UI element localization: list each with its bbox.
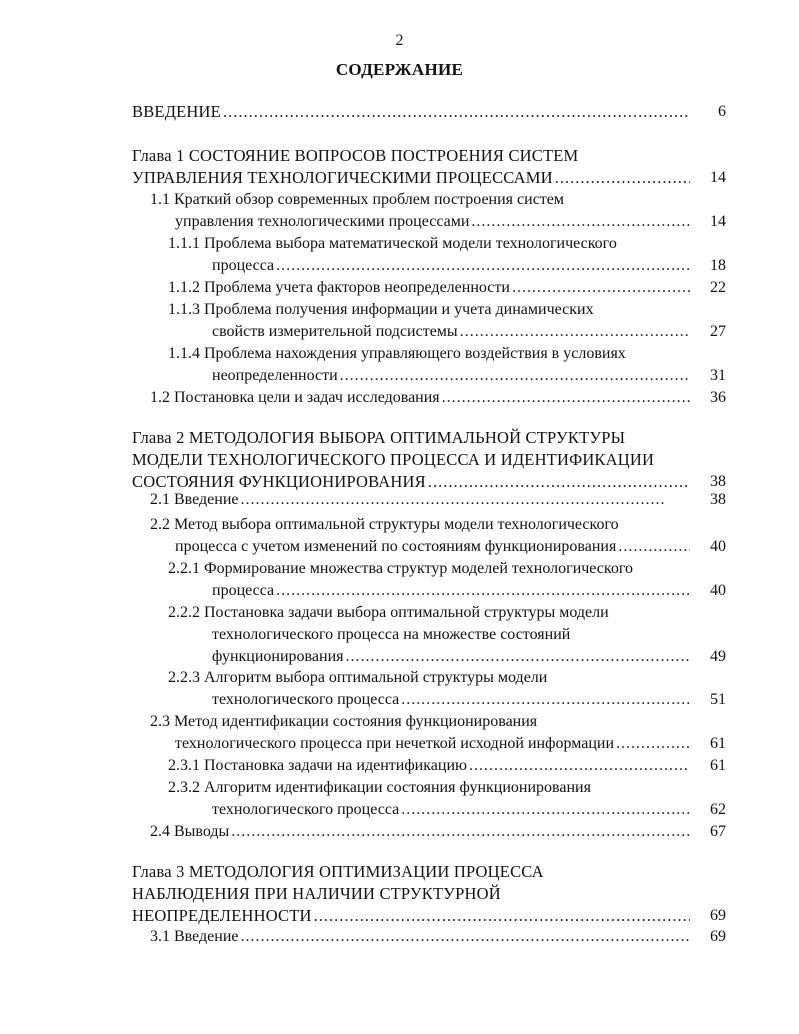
toc-entry (168, 277, 690, 299)
toc-entry (150, 514, 690, 558)
toc-entry-line: МОДЕЛИ ТЕХНОЛОГИЧЕСКОГО ПРОЦЕССА И ИДЕНТИФИКАЦИИ (132, 450, 655, 469)
toc-entry (168, 777, 690, 821)
toc-entry-line: 1.1.1 Проблема выбора математической модели технологического (168, 235, 617, 252)
leader-dots (614, 733, 690, 755)
toc-entry-line: процесса (212, 582, 275, 599)
toc-entry (168, 343, 690, 387)
toc-entry-line: 2.3.1 Постановка задачи на идентификацию (168, 757, 467, 774)
toc-entry-line: 2.2.1 Формирование множества структур моделей технологического (168, 560, 634, 577)
toc-entry-line: 1.1 Краткий обзор современных проблем построения систем (150, 191, 565, 208)
toc-page-number: 22 (710, 279, 726, 296)
toc-page-number: 61 (710, 735, 726, 752)
toc-entry (132, 145, 690, 189)
toc-entry-line: Глава 2 МЕТОДОЛОГИЯ ВЫБОРА ОПТИМАЛЬНОЙ СТРУКТУРЫ (132, 428, 626, 447)
leader-dots (343, 646, 690, 668)
toc-page-number: 40 (710, 538, 726, 555)
toc-entry-line: 2.4 Выводы (150, 823, 230, 840)
toc-entry (168, 233, 690, 277)
toc-entry (168, 602, 690, 668)
toc-page-number: 38 (710, 473, 726, 490)
toc-entry-line: управления технологическими процессами (175, 213, 470, 230)
toc-entry-line: 2.2.3 Алгоритм выбора оптимальной структуры модели (168, 669, 548, 686)
leader-dots (312, 905, 690, 927)
leader-dots (510, 277, 690, 299)
leader-dots (239, 489, 666, 511)
toc-entry-line: 2.1 Введение (150, 491, 239, 508)
leader-dots (467, 755, 690, 777)
toc-entry (150, 926, 690, 948)
toc-entry-line: неопределенности (212, 367, 338, 384)
toc-entry-line: 2.3 Метод идентификации состояния функционирования (150, 713, 538, 730)
toc-entry-line: 1.1.4 Проблема нахождения управляющего воздействия в условиях (168, 345, 626, 362)
toc-page-number: 14 (710, 213, 726, 230)
toc-entry (150, 489, 665, 511)
leader-dots (458, 321, 690, 343)
toc-entry-line: СОСТОЯНИЯ ФУНКЦИОНИРОВАНИЯ (132, 472, 426, 491)
toc-entry-line: УПРАВЛЕНИЯ ТЕХНОЛОГИЧЕСКИМИ ПРОЦЕССАМИ (132, 168, 553, 187)
toc-entry-line: НЕОПРЕДЕЛЕННОСТИ (132, 906, 312, 925)
toc-entry-line: Глава 1 СОСТОЯНИЕ ВОПРОСОВ ПОСТРОЕНИЯ СИСТЕМ (132, 146, 579, 165)
toc-entry-line: 1.1.2 Проблема учета факторов неопределенности (168, 279, 510, 296)
toc-entry-line: процесса (212, 257, 275, 274)
leader-dots (274, 255, 690, 277)
toc-page-number: 51 (710, 691, 726, 708)
toc-entry (132, 427, 690, 493)
toc-entry-line: технологического процесса при нечеткой исходной информации (175, 735, 614, 752)
toc-entry (132, 861, 690, 927)
toc-entry-line: 2.2.2 Постановка задачи выбора оптимальной структуры модели (168, 604, 609, 621)
leader-dots (553, 167, 690, 189)
leader-dots (440, 387, 690, 409)
toc-entry-line: Глава 3 МЕТОДОЛОГИЯ ОПТИМИЗАЦИИ ПРОЦЕССА (132, 862, 544, 881)
leader-dots (338, 365, 690, 387)
leader-dots (616, 536, 690, 558)
toc-entry-line: 2.2 Метод выбора оптимальной структуры модели технологического (150, 516, 619, 533)
leader-dots (399, 689, 690, 711)
toc-entry-line: свойств измерительной подсистемы (212, 323, 458, 340)
toc-entry (150, 711, 690, 755)
leader-dots (239, 926, 691, 948)
toc-page-number: 61 (710, 757, 726, 774)
toc-entry-line: функционирования (212, 648, 344, 665)
toc-page-number: 67 (710, 823, 726, 840)
toc-entry (168, 558, 690, 602)
toc-entry-line: технологического процесса (212, 801, 400, 818)
toc-page-number: 31 (710, 367, 726, 384)
toc-entry-line: НАБЛЮДЕНИЯ ПРИ НАЛИЧИИ СТРУКТУРНОЙ (132, 884, 501, 903)
leader-dots (469, 211, 690, 233)
toc-entry-line: 2.3.2 Алгоритм идентификации состояния функционирования (168, 779, 591, 796)
toc-page-number: 49 (710, 648, 726, 665)
toc-entry-line: технологического процесса на множестве состояний (212, 626, 571, 643)
leader-dots (399, 799, 690, 821)
toc-entry-line: 1.1.3 Проблема получения информации и учета динамических (168, 301, 594, 318)
toc-page-number: 40 (710, 582, 726, 599)
toc-page-number: 36 (710, 389, 726, 406)
toc-entry-line: ВВЕДЕНИЕ (132, 102, 221, 121)
toc-entry-line: 3.1 Введение (150, 928, 239, 945)
toc-page-number: 18 (710, 257, 726, 274)
leader-dots (221, 101, 690, 123)
toc-page-number: 6 (718, 103, 726, 120)
toc-entry (168, 667, 690, 711)
toc-entry (150, 189, 690, 233)
toc-entry (150, 387, 690, 409)
page-number: 2 (395, 32, 404, 49)
toc-page-number: 38 (710, 491, 726, 508)
toc-entry-line: процесса с учетом изменений по состояниям функционирования (175, 538, 617, 555)
toc-entry (168, 299, 690, 343)
toc-entry-line: технологического процесса (212, 691, 400, 708)
toc-entry (132, 101, 690, 123)
leader-dots (229, 821, 690, 843)
toc-page-number: 69 (710, 928, 726, 945)
page-title: СОДЕРЖАНИЕ (335, 60, 464, 79)
toc-page-number: 69 (710, 907, 726, 924)
toc-page-number: 62 (710, 801, 726, 818)
toc-page-number: 27 (710, 323, 726, 340)
toc-page-number: 14 (710, 169, 726, 186)
leader-dots (274, 580, 690, 602)
toc-entry-line: 1.2 Постановка цели и задач исследования (150, 389, 440, 406)
toc-entry (150, 821, 690, 843)
toc-entry (168, 755, 690, 777)
